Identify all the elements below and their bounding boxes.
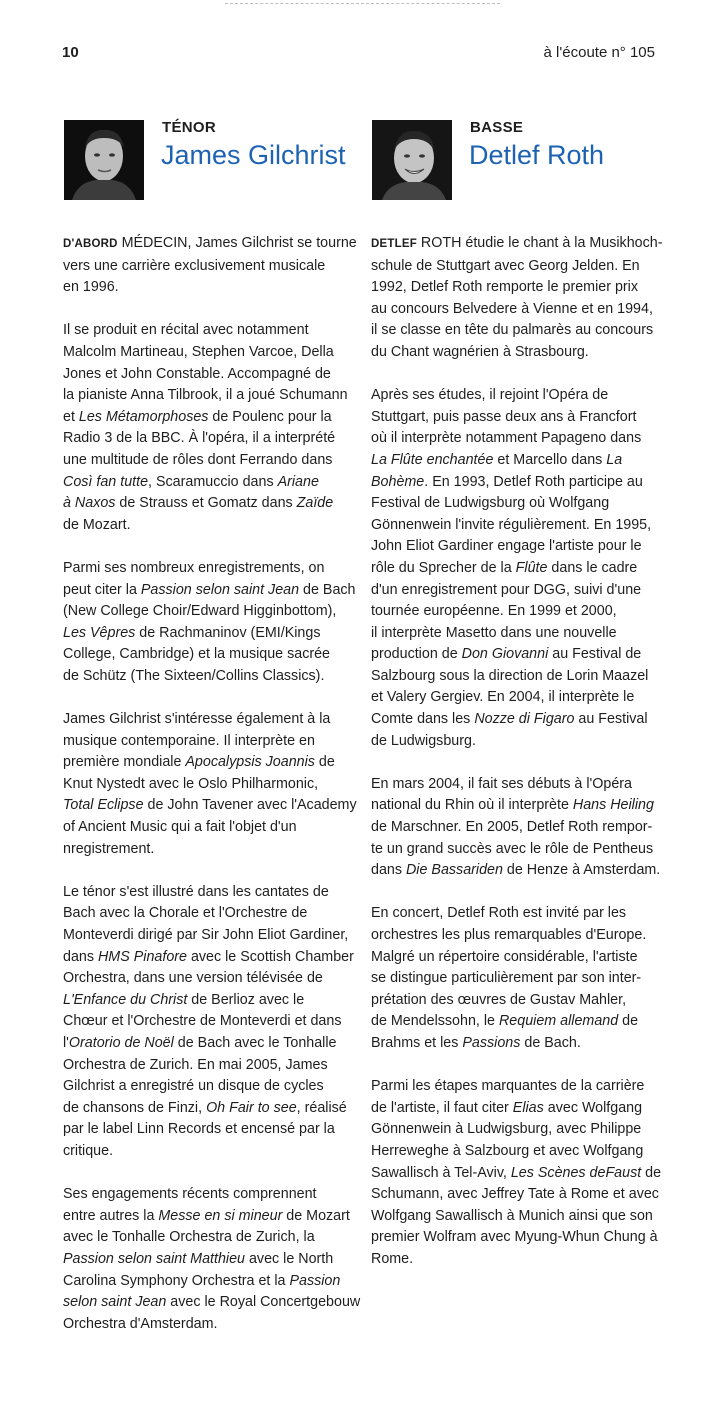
biography-paragraph (63, 709, 360, 860)
text-line: Il se produit en récital avec notamment (63, 322, 309, 339)
biography-paragraph (63, 320, 360, 536)
bass-name: Detlef Roth (469, 140, 605, 170)
text-line: rôle du Sprecher de la Flûte dans le cadre (371, 559, 638, 576)
text-line: Malcolm Martineau, Stephen Varcoe, Della (63, 343, 334, 360)
text-line: Festival de Ludwigsburg où Wolfgang (371, 495, 610, 512)
text-line: Knut Nystedt avec le Oslo Philharmonic, (63, 775, 319, 792)
text-line: selon saint Jean avec le Royal Concertgebouw (63, 1294, 361, 1311)
work-title: Zaïde (296, 495, 334, 512)
tenor-portrait (64, 120, 144, 200)
biography-paragraph (371, 774, 662, 882)
biography-paragraph (371, 1076, 662, 1270)
text-line: par le label Linn Records et encensé par la (63, 1121, 335, 1138)
tenor-biography (63, 233, 360, 1357)
text-line: Salzbourg sous la direction de Lorin Maazel (371, 667, 649, 684)
text-line: Malgré un répertoire considérable, l'artiste (371, 948, 638, 965)
biography-paragraph (63, 882, 360, 1163)
text-line: Jones et John Constable. Accompagné de (63, 365, 331, 382)
biography-paragraph (63, 233, 360, 299)
text-line: avec le Tonhalle Orchestra de Zurich, la (63, 1229, 315, 1246)
text-line: dans Die Bassariden de Henze à Amsterdam. (371, 862, 661, 879)
text-line: James Gilchrist s'intéresse également à la (63, 711, 331, 728)
work-title: Nozze di Figaro (474, 711, 575, 728)
work-title: Total Eclipse (63, 797, 144, 814)
text-line: Così fan tutte, Scaramuccio dans Ariane (63, 473, 319, 490)
text-line: College, Cambridge) et la musique sacrée (63, 646, 331, 663)
text-line: où il interprète notamment Papageno dans (371, 430, 642, 447)
text-line: l'Oratorio de Noël de Bach avec le Tonhalle (63, 1034, 337, 1051)
work-title: Passion selon saint Matthieu (63, 1250, 245, 1267)
biography-paragraph (63, 558, 360, 688)
text-line: D'ABORD MÉDECIN, James Gilchrist se tourne (63, 235, 357, 251)
text-line: se distingue particulièrement par son inter- (371, 970, 642, 987)
work-title: Ariane (277, 473, 319, 490)
text-line: Parmi les étapes marquantes de la carrière (371, 1078, 645, 1095)
text-line: de Marschner. En 2005, Detlef Roth rempor- (371, 819, 653, 836)
work-title: Così fan tutte (63, 473, 149, 490)
text-line: en 1996. (63, 279, 119, 296)
text-line: du Chant wagnérien à Strasbourg. (371, 343, 589, 360)
work-title: Bohème (371, 473, 425, 490)
text-line: de Ludwigsburg. (371, 732, 476, 749)
text-line: Gönnenwein l'invite régulièrement. En 1995, (371, 516, 652, 533)
page-number: 10 (62, 44, 79, 61)
text-line: peut citer la Passion selon saint Jean de Bach (63, 581, 356, 598)
text-line: au concours Belvedere à Vienne et en 1994, (371, 300, 653, 317)
text-line: tournée européenne. En 1999 et 2000, (371, 603, 617, 620)
biography-paragraph (371, 385, 662, 752)
text-line: Passion selon saint Matthieu avec le North (63, 1250, 334, 1267)
work-title: selon saint Jean (63, 1294, 167, 1311)
text-line: Parmi ses nombreux enregistrements, on (63, 559, 325, 576)
work-title: Messe en si mineur (158, 1207, 283, 1224)
text-line: Ses engagements récents comprennent (63, 1186, 317, 1203)
bass-voice-label: BASSE (470, 119, 524, 136)
text-line: Carolina Symphony Orchestra et la Passion (63, 1272, 341, 1289)
work-title: Passions (462, 1034, 521, 1051)
tenor-name: James Gilchrist (161, 140, 346, 170)
work-title: La Flûte enchantée (371, 451, 494, 468)
text-line: et Valery Gergiev. En 2004, il interprète le (371, 689, 635, 706)
text-line: schule de Stuttgart avec Georg Jelden. En (371, 257, 640, 274)
work-title: Apocalypsis Joannis (185, 754, 315, 771)
text-line: et Les Métamorphoses de Poulenc pour la (63, 408, 332, 425)
text-line: Bach avec la Chorale et l'Orchestre de (63, 905, 308, 922)
text-line: En concert, Detlef Roth est invité par les (371, 905, 627, 922)
lead-in-caps: D'ABORD (63, 238, 118, 250)
text-line: production de Don Giovanni au Festival de (371, 646, 642, 663)
text-line: Les Vêpres de Rachmaninov (EMI/Kings (63, 624, 321, 641)
running-header: à l'écoute n° 105 (543, 44, 655, 61)
text-line: prétation des œuvres de Gustav Mahler, (371, 991, 627, 1008)
work-title: Don Giovanni (461, 646, 549, 663)
text-line: L'Enfance du Christ de Berlioz avec le (63, 991, 305, 1008)
text-line: Bohème. En 1993, Detlef Roth participe au (371, 473, 643, 490)
text-line: il interprète Masetto dans une nouvelle (371, 624, 617, 641)
work-title: Elias (512, 1099, 544, 1116)
text-line: dans HMS Pinafore avec le Scottish Chamber (63, 948, 354, 965)
biography-paragraph (371, 903, 662, 1054)
text-line: La Flûte enchantée et Marcello dans La (371, 451, 623, 468)
text-line: de chansons de Finzi, Oh Fair to see, réalisé (63, 1099, 347, 1116)
bass-portrait (372, 120, 452, 200)
work-title: à Naxos (63, 495, 116, 512)
work-title: Oh Fair to see (206, 1099, 297, 1116)
text-line: une multitude de rôles dont Ferrando dans (63, 451, 333, 468)
bass-biography (371, 233, 662, 1292)
text-line: orchestres les plus remarquables d'Europe. (371, 927, 647, 943)
text-line: de Schütz (The Sixteen/Collins Classics). (63, 667, 325, 684)
text-line: Radio 3 de la BBC. À l'opéra, il a interprété (63, 430, 336, 447)
work-title: Oratorio de Noël (68, 1034, 174, 1051)
work-title: La (606, 451, 623, 468)
text-line: première mondiale Apocalypsis Joannis de (63, 754, 335, 771)
text-line: de Mendelssohn, le Requiem allemand de (371, 1013, 639, 1030)
work-title: Les Vêpres (63, 624, 136, 641)
page-top-rule (225, 3, 500, 4)
text-line: Après ses études, il rejoint l'Opéra de (371, 387, 609, 404)
text-line: vers une carrière exclusivement musicale (63, 257, 326, 274)
work-title: Les Métamorphoses (78, 408, 209, 425)
text-line: à Naxos de Strauss et Gomatz dans Zaïde (63, 495, 334, 512)
text-line: Orchestra de Zurich. En mai 2005, James (63, 1056, 328, 1073)
text-line: Orchestra, dans une version télévisée de (63, 970, 323, 987)
text-line: Rome. (371, 1250, 414, 1267)
text-line: Stuttgart, puis passe deux ans à Francfort (371, 408, 637, 425)
text-line: 1992, Detlef Roth remporte le premier prix (371, 279, 638, 296)
text-line: Brahms et les Passions de Bach. (371, 1034, 581, 1051)
text-line: Orchestra d'Amsterdam. (63, 1315, 218, 1332)
text-line: Herreweghe à Salzbourg et avec Wolfgang (371, 1142, 644, 1159)
work-title: Requiem allemand (498, 1013, 619, 1030)
text-line: Gilchrist a enregistré un disque de cycles (63, 1078, 324, 1095)
text-line: de l'artiste, il faut citer Elias avec Wolfgang (371, 1099, 643, 1116)
text-line: (New College Choir/Edward Higginbottom), (63, 603, 337, 620)
text-line: entre autres la Messe en si mineur de Mozart (63, 1207, 350, 1224)
text-line: Chœur et l'Orchestre de Monteverdi et dans (63, 1013, 342, 1030)
text-line: of Ancient Music qui a fait l'objet d'un (63, 819, 297, 836)
text-line: d'un enregistrement pour DGG, suivi d'une (371, 581, 642, 598)
text-line: Wolfgang Sawallisch à Munich ainsi que son (371, 1207, 653, 1224)
text-line: Sawallisch à Tel-Aviv, Les Scènes deFaust de (371, 1164, 662, 1181)
text-line: national du Rhin où il interprète Hans Heiling (371, 797, 654, 814)
work-title: Hans Heiling (572, 797, 654, 814)
text-line: Le ténor s'est illustré dans les cantates de (63, 883, 329, 900)
work-title: Flûte (515, 559, 548, 576)
text-line: te un grand succès avec le rôle de Pentheus (371, 840, 654, 857)
work-title: HMS Pinafore (97, 948, 187, 965)
text-line: DETLEF ROTH étudie le chant à la Musikhoch- (371, 235, 663, 251)
text-line: Schumann, avec Jeffrey Tate à Rome et avec (371, 1186, 659, 1203)
biography-paragraph (63, 1184, 360, 1335)
text-line: nregistrement. (63, 840, 155, 857)
text-line: premier Wolfram avec Myung-Whun Chung à (371, 1229, 658, 1246)
work-title: L'Enfance du Christ (63, 991, 188, 1008)
text-line: la pianiste Anna Tilbrook, il a joué Schumann (63, 387, 348, 404)
text-line: John Eliot Gardiner engage l'artiste pour le (371, 538, 642, 555)
text-line: En mars 2004, il fait ses débuts à l'Opéra (371, 775, 633, 792)
text-line: Monteverdi dirigé par Sir John Eliot Gardiner, (63, 927, 349, 943)
work-title: Passion selon saint Jean (140, 581, 300, 598)
text-line: il se classe en tête du palmarès au concours (371, 322, 654, 339)
work-title: Les Scènes deFaust (510, 1164, 642, 1181)
work-title: Die Bassariden (405, 862, 503, 879)
tenor-voice-label: TÉNOR (162, 119, 216, 136)
lead-in-caps: DETLEF (371, 238, 417, 250)
text-line: musique contemporaine. Il interprète en (63, 732, 315, 749)
text-line: Comte dans les Nozze di Figaro au Festival (371, 711, 648, 728)
biography-paragraph (371, 233, 662, 364)
work-title: Passion (289, 1272, 341, 1289)
text-line: critique. (63, 1142, 114, 1159)
text-line: de Mozart. (63, 516, 131, 533)
text-line: Gönnenwein à Ludwigsburg, avec Philippe (371, 1121, 642, 1138)
text-line: Total Eclipse de John Tavener avec l'Academy (63, 797, 357, 814)
